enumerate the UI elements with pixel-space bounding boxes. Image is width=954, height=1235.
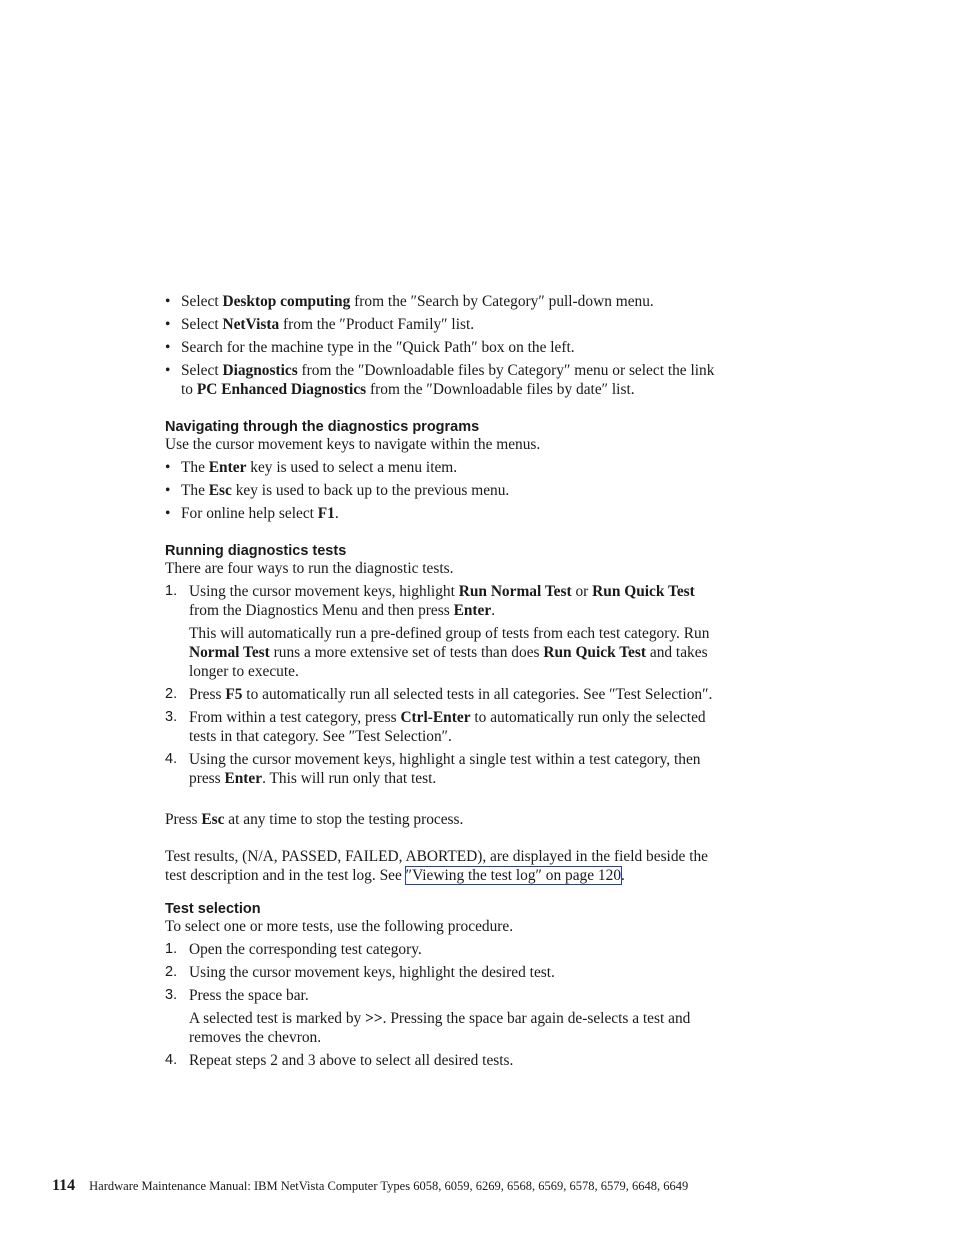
text: Press — [165, 811, 202, 828]
text: Select — [181, 316, 223, 333]
text: Select — [181, 293, 223, 310]
text: Open the corresponding test category. — [189, 941, 422, 958]
list-item — [165, 458, 725, 477]
text: . Pressing the space bar again de-selects a test and removes the chevron. — [189, 1010, 691, 1046]
bold-text: F1 — [317, 505, 335, 522]
list-item — [165, 986, 725, 1047]
navigating-list — [165, 458, 725, 523]
list-item — [165, 940, 725, 959]
step-number: 4. — [165, 751, 178, 767]
step-number: 3. — [165, 709, 178, 725]
text: key is used to select a menu item. — [246, 459, 458, 476]
bold-text: >> — [365, 1010, 383, 1027]
list-item — [165, 582, 725, 681]
text: Using the cursor movement keys, highlight — [189, 583, 459, 600]
bold-text: Diagnostics — [222, 362, 298, 379]
step-number: 3. — [165, 987, 178, 1003]
text: . — [491, 602, 496, 619]
text: Press — [189, 686, 226, 703]
text: Press the space bar. — [189, 987, 309, 1004]
text: to automatically run all selected tests in all categories. See ″Test Selection″. — [242, 686, 713, 703]
bold-text: Enter — [208, 459, 247, 476]
text: Select — [181, 362, 223, 379]
page-footer — [52, 1175, 752, 1197]
list-item — [165, 292, 725, 311]
section-heading-navigating: Navigating through the diagnostics programs — [165, 419, 480, 435]
text: and takes longer to execute. — [189, 644, 708, 680]
bold-text: Desktop computing — [222, 293, 351, 310]
list-item — [165, 963, 725, 982]
text: . — [621, 867, 625, 884]
step-note — [189, 624, 725, 681]
text: from the ″Search by Category″ pull-down menu. — [350, 293, 654, 310]
list-item — [165, 685, 725, 704]
list-item — [165, 1051, 725, 1070]
text: Using the cursor movement keys, highlight the desired test. — [189, 964, 555, 981]
selection-steps-list — [165, 940, 725, 1070]
text: from the ″Product Family″ list. — [279, 316, 475, 333]
text: The — [181, 459, 209, 476]
bold-text: Normal Test — [189, 644, 270, 661]
list-item — [165, 708, 725, 746]
section-heading-selection: Test selection — [165, 901, 261, 917]
step-number: 4. — [165, 1052, 178, 1068]
text: This will automatically run a pre-defined group of tests from each test category. Run — [189, 625, 710, 642]
text: from the ″Downloadable files by date″ list. — [366, 381, 635, 398]
text: . This will run only that test. — [262, 770, 437, 787]
bold-text: Run Quick Test — [543, 644, 647, 661]
text: from the ″Downloadable files by Category″ menu or select the link to — [181, 362, 715, 398]
text: Using the cursor movement keys, highlight a single test within a test category, then press — [189, 751, 701, 787]
text: From within a test category, press — [189, 709, 401, 726]
step-note — [189, 1009, 725, 1047]
page-body — [165, 292, 725, 1074]
bold-text: Enter — [453, 602, 492, 619]
list-item — [165, 315, 725, 334]
list-item — [165, 504, 725, 523]
list-item — [165, 361, 725, 399]
text: key is used to back up to the previous menu. — [231, 482, 510, 499]
running-steps-list — [165, 582, 725, 788]
bold-text: Run Normal Test — [458, 583, 572, 600]
text: or — [571, 583, 593, 600]
download-steps-list — [165, 292, 725, 399]
section-intro: To select one or more tests, use the following procedure. — [165, 918, 514, 935]
bold-text: Esc — [201, 811, 225, 828]
esc-paragraph — [165, 810, 725, 829]
step-number: 1. — [165, 941, 178, 957]
step-number: 2. — [165, 686, 178, 702]
bold-text: Enter — [224, 770, 263, 787]
text: . — [334, 505, 339, 522]
text: Search for the machine type in the ″Quick Path″ box on the left. — [181, 339, 575, 356]
bold-text: NetVista — [222, 316, 280, 333]
results-paragraph — [165, 847, 725, 885]
bold-text: PC Enhanced Diagnostics — [196, 381, 367, 398]
text: For online help select — [181, 505, 318, 522]
section-intro: There are four ways to run the diagnostic tests. — [165, 560, 454, 577]
text: to automatically run only the selected tests in that category. See ″Test Selection″. — [189, 709, 706, 745]
text: runs a more extensive set of tests than does — [269, 644, 544, 661]
step-number: 2. — [165, 964, 178, 980]
text: The — [181, 482, 209, 499]
text: Repeat steps 2 and 3 above to select all desired tests. — [189, 1052, 514, 1069]
section-heading-running: Running diagnostics tests — [165, 543, 347, 559]
bold-text: Run Quick Test — [592, 583, 695, 600]
step-number: 1. — [165, 583, 178, 599]
section-intro: Use the cursor movement keys to navigate within the menus. — [165, 436, 541, 453]
page-number: 114 — [52, 1177, 76, 1194]
list-item — [165, 481, 725, 500]
footer-text: Hardware Maintenance Manual: IBM NetVista Computer Types 6058, 6059, 6269, 6568, 6569, 6578, 6579, 6648, 6649 — [89, 1179, 689, 1193]
bold-text: Ctrl-Enter — [400, 709, 471, 726]
test-log-link[interactable]: ″Viewing the test log″ on page 120 — [405, 867, 622, 884]
text: from the Diagnostics Menu and then press — [189, 602, 454, 619]
text: at any time to stop the testing process. — [224, 811, 464, 828]
bold-text: Esc — [208, 482, 232, 499]
text: Test results, (N/A, PASSED, FAILED, ABORTED), are displayed in the field beside the test description and in the test log. See — [165, 848, 709, 884]
list-item — [165, 338, 725, 357]
text: A selected test is marked by — [189, 1010, 366, 1027]
list-item — [165, 750, 725, 788]
bold-text: F5 — [225, 686, 243, 703]
